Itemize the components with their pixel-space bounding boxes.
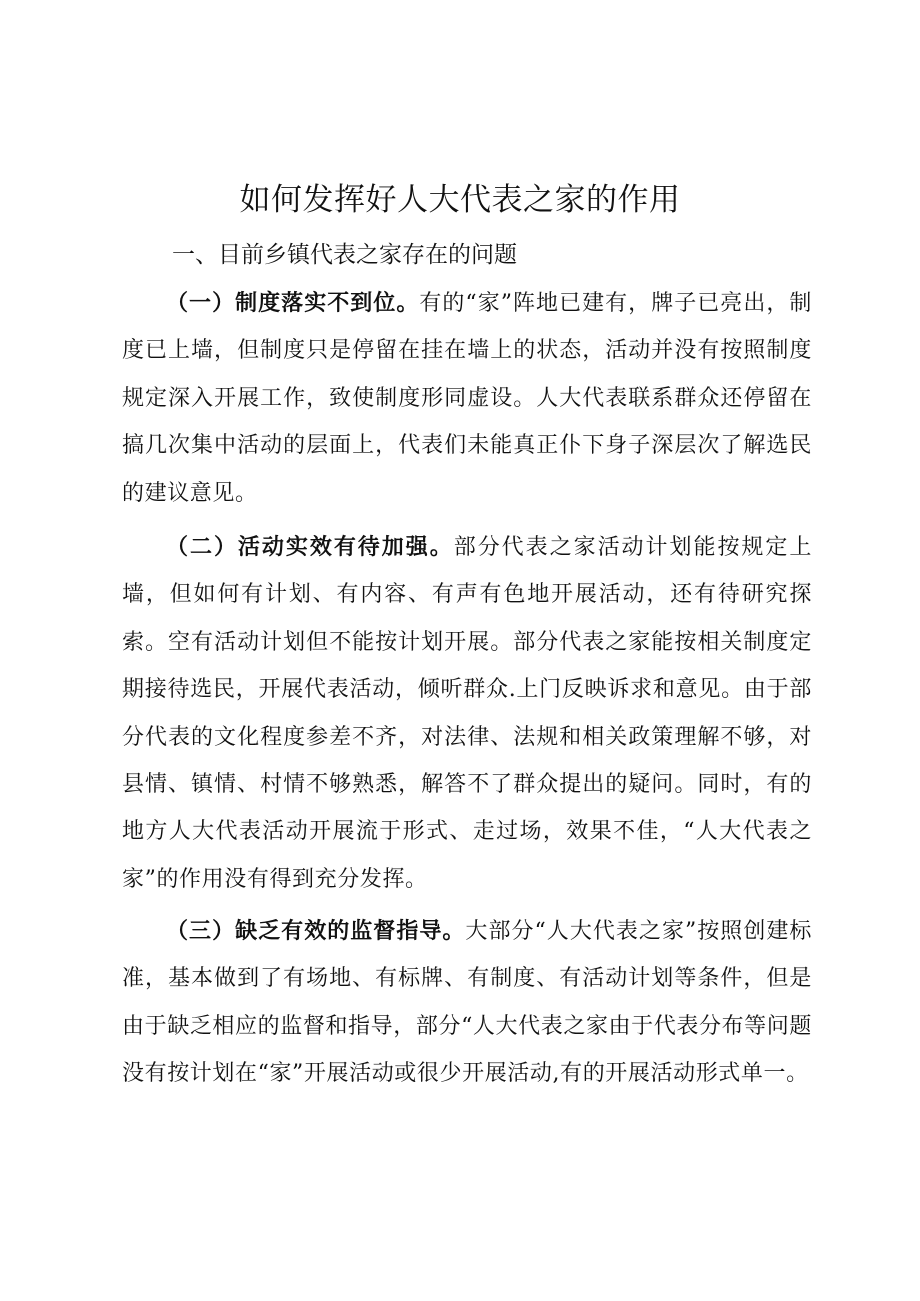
paragraph-2-lead: （二）活动实效有待加强。 (166, 535, 454, 560)
paragraph-2 (122, 524, 812, 903)
paragraph-3-body: 大部分“人大代表之家”按照创建标准，基本做到了有场地、有标牌、有制度、有活动计划等条件，但是由于缺乏相应的监督和指导，部分“人大代表之家由于代表分布等问题没有按计划在“家”开展活动或很少开展活动,有的开展活动形式单一。 (122, 919, 812, 1087)
paragraph-3-lead: （三）缺乏有效的监督指导。 (166, 919, 466, 944)
paragraph-1 (122, 280, 812, 517)
section-heading: 一、目前乡镇代表之家存在的问题 (172, 242, 517, 268)
paragraph-3 (122, 908, 812, 1098)
paragraph-1-lead: （一）制度落实不到位。 (166, 291, 420, 316)
document-title: 如何发挥好人大代表之家的作用 (239, 182, 681, 218)
paragraph-1-body: 有的“家”阵地已建有，牌子已亮出，制度已上墙，但制度只是停留在挂在墙上的状态，活动并没有按照制度规定深入开展工作，致使制度形同虚设。人大代表联系群众还停留在搞几次集中活动的层面上，代表们未能真正仆下身子深层次了解选民的建议意见。 (122, 291, 812, 506)
paragraph-2-body: 部分代表之家活动计划能按规定上墙，但如何有计划、有内容、有声有色地开展活动，还有待研究探索。空有活动计划但不能按计划开展。部分代表之家能按相关制度定期接待选民，开展代表活动，倾听群众.上门反映诉求和意见。由于部分代表的文化程度参差不齐，对法律、法规和相关政策理解不够，对县情、镇情、村情不够熟悉，解答不了群众提出的疑问。同时，有的地方人大代表活动开展流于形式、走过场，效果不佳，“人大代表之家”的作用没有得到充分发挥。 (122, 535, 812, 892)
